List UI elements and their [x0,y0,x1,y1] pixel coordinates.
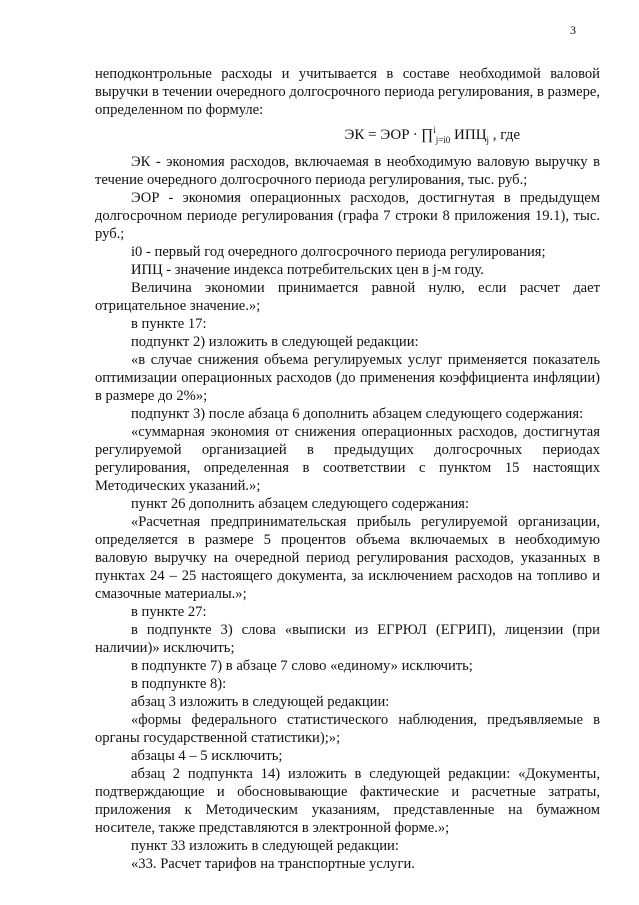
paragraph: пункт 33 изложить в следующей редакции: [131,838,399,854]
paragraph: «формы федерального статистического наблюдения, предъявляемые в органы государственной статистики);»; [95,712,600,746]
formula-rhs: ИПЦ [450,127,487,143]
formula-sup: i [433,125,436,135]
formula-sub: j=i0 [435,135,451,145]
paragraph: Величина экономии принимается равной нулю, если расчет дает отрицательное значение.»; [95,280,600,314]
paragraph: ЭОР - экономия операционных расходов, достигнутая в предыдущем долгосрочном периоде регулирования (графа 7 строки 8 приложения 19.1), тыс. руб.; [95,190,600,242]
formula-lhs: ЭК = ЭОР ∙ ∏ [344,127,434,143]
paragraph: в пункте 27: [131,604,207,620]
paragraph: пункт 26 дополнить абзацем следующего содержания: [131,496,470,512]
formula-rhs-sub: j [486,135,490,145]
paragraph: в подпункте 7) в абзаце 7 слово «единому» исключить; [131,658,473,674]
paragraph: ЭК - экономия расходов, включаемая в необходимую валовую выручку в течение очередного долгосрочного периода регулирования, тыс. руб.; [95,154,600,188]
paragraph: ИПЦ - значение индекса потребительских цен в j-м году. [131,262,484,278]
document-body [95,65,600,873]
formula [95,121,600,149]
paragraph: абзацы 4 – 5 исключить; [131,748,283,764]
paragraph: подпункт 2) изложить в следующей редакции: [131,334,419,350]
paragraph: «в случае снижения объема регулируемых услуг применяется показатель оптимизации операционных расходов (до применения коэффициента инфляции) в размере до 2%»; [95,352,600,404]
paragraph: в подпункте 3) слова «выписки из ЕГРЮЛ (ЕГРИП), лицензии (при наличии)» исключить; [95,622,600,656]
paragraph: i0 - первый год очередного долгосрочного периода регулирования; [131,244,546,260]
paragraph: в пункте 17: [131,316,207,332]
paragraph: абзац 3 изложить в следующей редакции: [131,694,390,710]
paragraph: подпункт 3) после абзаца 6 дополнить абзацем следующего содержания: [131,406,584,422]
paragraph: в подпункте 8): [131,676,227,692]
paragraph: «Расчетная предпринимательская прибыль регулируемой организации, определяется в размере 5 процентов объема включаемых в необходимую валовую выручку на очередной период регулирования расходов, указанных в пунктах 24 – 25 настоящего документа, за исключением расходов на топливо и смазочные материалы.»; [95,514,600,602]
paragraph: «33. Расчет тарифов на транспортные услуги. [131,856,415,872]
paragraph: «суммарная экономия от снижения операционных расходов, достигнутая регулируемой организацией в предыдущих долгосрочных периодах регулирования, определенная в соответствии с пунктом 15 настоящих Методических указаний.»; [95,424,600,494]
formula-tail: , где [489,127,520,143]
page-number: 3 [570,23,576,37]
paragraph: неподконтрольные расходы и учитывается в составе необходимой валовой выручки в течении очередного долгосрочного периода регулирования, в размере, определенном по формуле: [95,66,600,118]
paragraph: абзац 2 подпункта 14) изложить в следующей редакции: «Документы, подтверждающие и обосновывающие фактические и расчетные затраты, приложения к Методическим указаниям, представленные на бумажном носителе, также представляются в электронной форме.»; [95,766,600,836]
